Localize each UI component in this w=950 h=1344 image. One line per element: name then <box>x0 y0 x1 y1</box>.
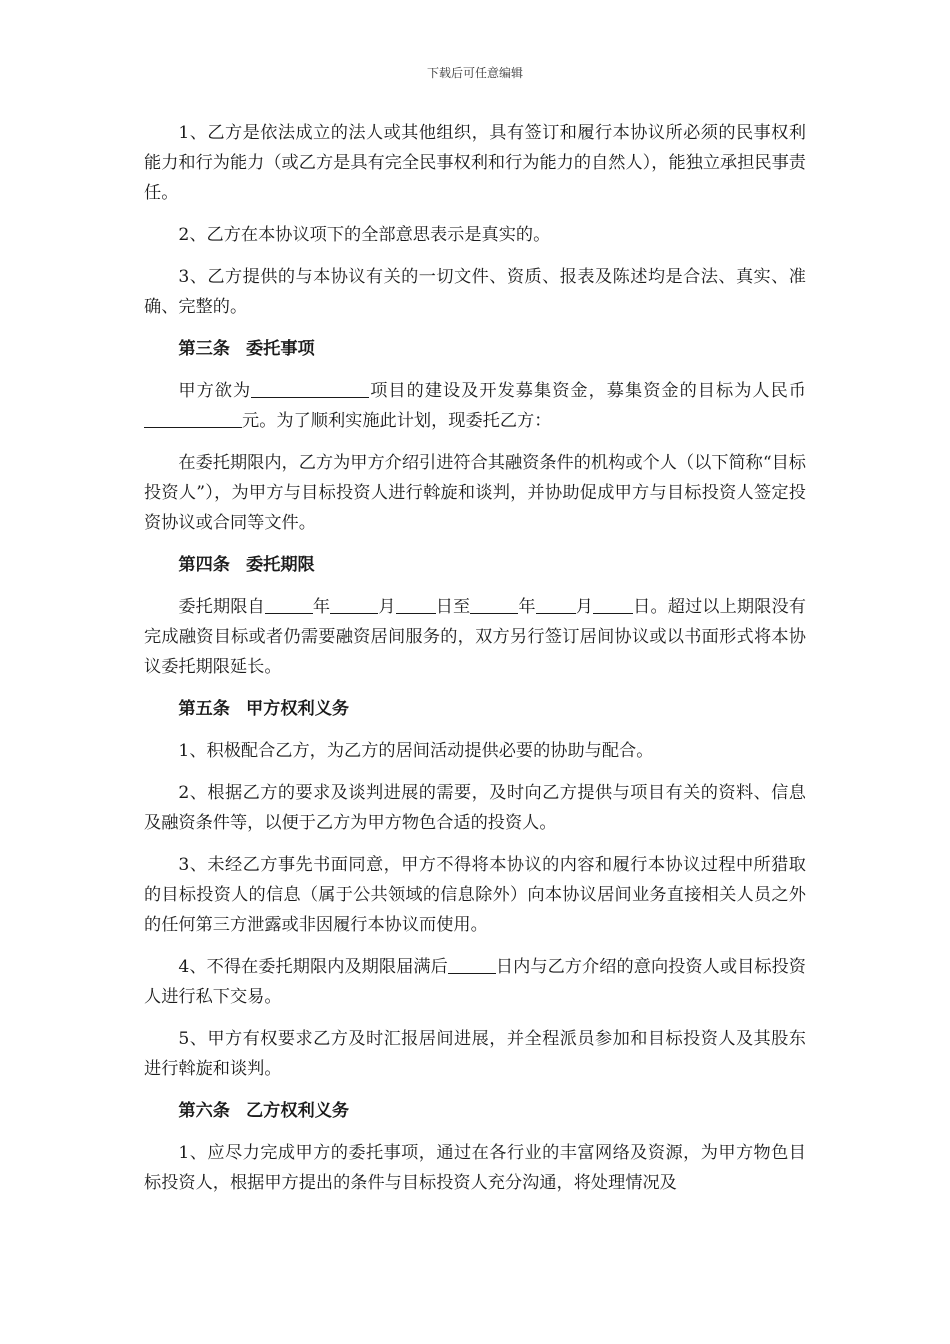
paragraph-10 <box>144 952 806 1012</box>
text-segment: 日内与乙方介绍的意向投资人或目标投资人进行私下交易。 <box>144 957 806 1007</box>
paragraph-9: 3、未经乙方事先书面同意，甲方不得将本协议的内容和履行本协议过程中所猎取的目标投资人的信息（属于公共领域的信息除外）向本协议居间业务直接相关人员之外的任何第三方泄露或非因履行本协议而使用。 <box>144 855 806 935</box>
article-3-heading <box>144 334 806 364</box>
text-segment: 甲方欲为 <box>178 381 252 401</box>
article-6-heading <box>144 1096 806 1126</box>
article-number: 第六条 <box>178 1101 230 1121</box>
paragraph-8: 2、根据乙方的要求及谈判进展的需要，及时向乙方提供与项目有关的资料、信息及融资条件等，以便于乙方为甲方物色合适的投资人。 <box>144 783 806 833</box>
text-segment: 元。为了顺利实施此计划，现委托乙方： <box>242 411 552 431</box>
header-note: 下载后可任意编辑 <box>426 66 523 80</box>
blank-start-year[interactable] <box>265 595 313 614</box>
blank-start-month[interactable] <box>330 595 378 614</box>
blank-end-day[interactable] <box>593 595 633 614</box>
paragraph-period <box>144 592 806 682</box>
paragraph-12: 1、应尽力完成甲方的委托事项，通过在各行业的丰富网络及资源，为甲方物色目标投资人，根据甲方提出的条件与目标投资人充分沟通，将处理情况及 <box>144 1143 806 1193</box>
article-title: 委托期限 <box>245 555 315 575</box>
paragraph-2: 2、乙方在本协议项下的全部意思表示是真实的。 <box>178 225 551 245</box>
paragraph-1: 1、乙方是依法成立的法人或其他组织，具有签订和履行本协议所必须的民事权利能力和行为能力（或乙方是具有完全民事权利和行为能力的自然人），能独立承担民事责任。 <box>144 123 806 203</box>
article-4-heading <box>144 550 806 580</box>
text-segment: 委托期限自 <box>178 597 265 617</box>
text-segment: 项目的建设及开发募集资金，募集资金的目标为人民币 <box>369 381 806 401</box>
blank-end-year[interactable] <box>470 595 518 614</box>
article-number: 第四条 <box>178 555 230 575</box>
text-segment: 月 <box>575 597 594 617</box>
text-segment: 月 <box>378 597 396 617</box>
article-title: 委托事项 <box>245 339 315 359</box>
paragraph-7: 1、积极配合乙方，为乙方的居间活动提供必要的协助与配合。 <box>178 741 654 761</box>
text-segment: 4、不得在委托期限内及期限届满后 <box>178 957 448 977</box>
article-number: 第三条 <box>178 339 230 359</box>
blank-project-name[interactable] <box>251 379 369 398</box>
article-title: 乙方权利义务 <box>245 1101 350 1121</box>
article-5-heading <box>144 694 806 724</box>
paragraph-5: 在委托期限内，乙方为甲方介绍引进符合其融资条件的机构或个人（以下简称“目标投资人”），为甲方与目标投资人进行斡旋和谈判，并协助促成甲方与目标投资人签定投资协议或合同等文件。 <box>144 453 806 533</box>
blank-start-day[interactable] <box>396 595 436 614</box>
blank-amount[interactable] <box>144 409 242 428</box>
blank-days[interactable] <box>448 955 496 974</box>
blank-end-month[interactable] <box>536 595 576 614</box>
article-title: 甲方权利义务 <box>245 699 350 719</box>
document-body <box>144 118 806 1210</box>
text-segment: 日。超过以上期限没有完成融资目标或者仍需要融资居间服务的，双方另行签订居间协议或以书面形式将本协议委托期限延长。 <box>144 597 806 677</box>
text-segment: 日至 <box>435 597 471 617</box>
text-segment: 年 <box>312 597 331 617</box>
article-number: 第五条 <box>178 699 230 719</box>
paragraph-11: 5、甲方有权要求乙方及时汇报居间进展，并全程派员参加和目标投资人及其股东进行斡旋和谈判。 <box>144 1029 806 1079</box>
paragraph-3: 3、乙方提供的与本协议有关的一切文件、资质、报表及陈述均是合法、真实、准确、完整的。 <box>144 267 806 317</box>
text-segment: 年 <box>518 597 536 617</box>
paragraph-project <box>144 376 806 436</box>
